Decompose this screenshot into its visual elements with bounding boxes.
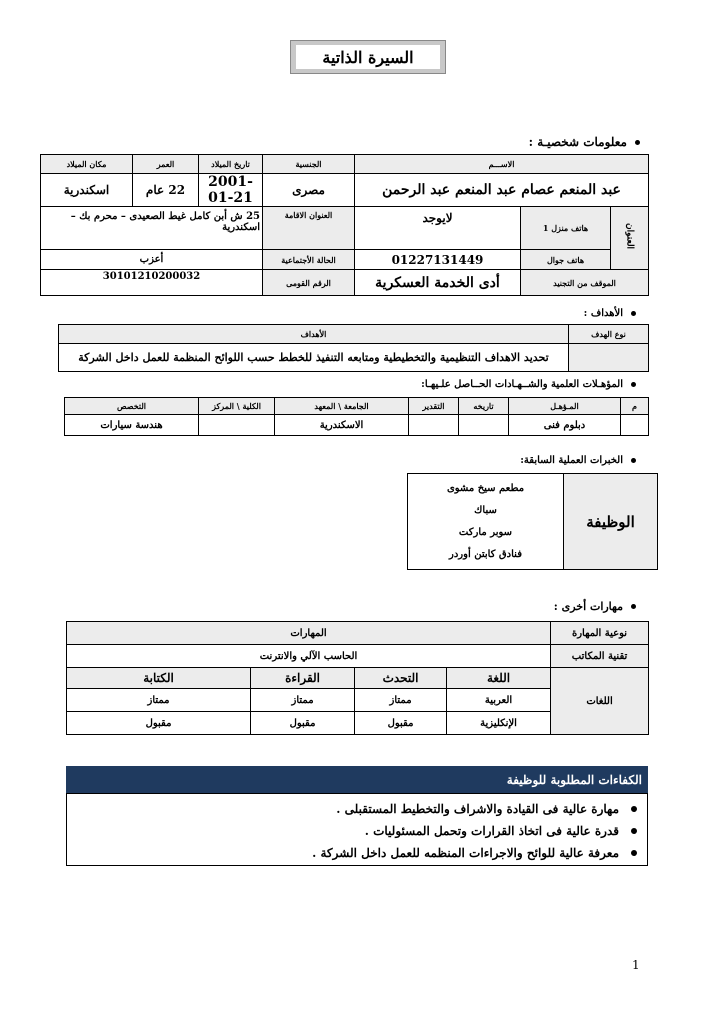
bullet-icon (631, 311, 636, 316)
section-personal-heading (529, 134, 640, 150)
pob-value: اسكندرية (41, 174, 133, 207)
header-language: اللغة (447, 668, 551, 689)
writing-level: مقبول (67, 712, 251, 735)
header-pob: مكان الميلاد (41, 155, 133, 174)
job-list (408, 474, 564, 570)
bullet-icon (635, 140, 640, 145)
title-frame (290, 40, 446, 74)
bullet-icon (631, 850, 637, 856)
section-heading-text: المؤهـلات العلمية والشــهـادات الحــاصل علـيهـا: (421, 378, 623, 390)
header-grade: التقدير (409, 398, 459, 415)
header-address: العنوان الاقامة (263, 207, 355, 250)
skills-table (66, 621, 649, 735)
goal-value: تحديد الاهداف التنظيمية والتخطيطية ومتابعه التنفيذ للخطط حسب اللوائح المنظمة للعمل داخل الشركة (59, 344, 569, 372)
job-item: سباك (474, 504, 497, 516)
header-num: م (621, 398, 649, 415)
header-university: الجامعة \ المعهد (275, 398, 409, 415)
bullet-icon (631, 604, 636, 609)
age-value: 22 عام (133, 174, 199, 207)
header-faculty: الكلية \ المركز (199, 398, 275, 415)
header-home-phone: هاتف منزل 1 (521, 207, 611, 250)
education-table (64, 397, 649, 436)
job-item: سوبر ماركت (458, 526, 513, 538)
bullet-icon (631, 382, 636, 387)
header-languages: اللغات (551, 668, 649, 735)
nationality-value: مصرى (263, 174, 355, 207)
job-label: الوظيفة (564, 474, 658, 570)
job-item: فنادق كابتن أوردر (449, 548, 522, 560)
reading-level: مقبول (251, 712, 355, 735)
personal-info-table (40, 154, 649, 296)
header-name: الاســـم (355, 155, 649, 174)
competencies-list (66, 793, 648, 866)
competency-item (67, 820, 637, 842)
mobile-value: 01227131449 (355, 250, 521, 270)
date-cell (459, 415, 509, 436)
reading-level: ممتاز (251, 689, 355, 712)
header-date: تاريخه (459, 398, 509, 415)
writing-level: ممتاز (67, 689, 251, 712)
header-nationality: الجنسية (263, 155, 355, 174)
address-value: 25 ش أبن كامل غيط الصعيدى – محرم بك – اسكندرية (41, 207, 263, 250)
section-education-heading (421, 377, 636, 391)
header-military: الموقف من التجنيد (521, 270, 649, 296)
header-skill-type: نوعية المهارة (551, 622, 649, 645)
home-phone-value: لايوجد (355, 207, 521, 250)
header-marital: الحالة الأجتماعية (263, 250, 355, 270)
header-qualification: المـؤهـل (509, 398, 621, 415)
header-writing: الكتابة (67, 668, 251, 689)
speaking-level: ممتاز (355, 689, 447, 712)
experience-table (407, 473, 658, 570)
marital-value: أعزب (41, 250, 263, 270)
section-heading-text: مهارات أخرى : (553, 599, 623, 613)
military-value: أدى الخدمة العسكرية (355, 270, 521, 296)
bullet-icon (631, 458, 636, 463)
num-cell (621, 415, 649, 436)
header-national-id: الرقم القومى (263, 270, 355, 296)
speaking-level: مقبول (355, 712, 447, 735)
competency-item (67, 798, 637, 820)
competency-text: مهارة عالية فى القيادة والاشراف والتخطيط المستقبلى . (336, 802, 619, 816)
header-dob: تاريخ الميلاد (199, 155, 263, 174)
competency-text: قدرة عالية فى اتخاذ القرارات وتحمل المسئوليات . (364, 824, 619, 838)
page-title: السيرة الذاتية (296, 45, 440, 69)
university-value: الاسكندرية (275, 415, 409, 436)
competencies-heading: الكفاءات المطلوبة للوظيفة (66, 766, 648, 793)
header-office: تقنية المكاتب (551, 645, 649, 668)
section-goals-heading (584, 306, 636, 320)
faculty-cell (199, 415, 275, 436)
bullet-icon (631, 828, 637, 834)
header-age: العمر (133, 155, 199, 174)
language-name: الإنكليزية (447, 712, 551, 735)
competency-text: معرفة عالية للوائح والاجراءات المنظمه للعمل داخل الشركة . (312, 846, 619, 860)
bullet-icon (631, 806, 637, 812)
goal-type-cell (569, 344, 649, 372)
qualification-value: دبلوم فنى (509, 415, 621, 436)
competency-item (67, 842, 637, 864)
dob-value: 2001-01-21 (199, 174, 263, 207)
header-reading: القراءة (251, 668, 355, 689)
goals-table (58, 324, 649, 372)
major-value: هندسة سيارات (65, 415, 199, 436)
page-number: 1 (632, 958, 640, 972)
header-skills: المهارات (67, 622, 551, 645)
header-goal-type: نوع الهدف (569, 325, 649, 344)
grade-cell (409, 415, 459, 436)
section-experience-heading (520, 453, 636, 467)
header-mobile: هاتف جوال (521, 250, 611, 270)
office-value: الحاسب الآلي والانترنت (67, 645, 551, 668)
header-goals: الأهداف (59, 325, 569, 344)
language-name: العربية (447, 689, 551, 712)
section-heading-text: معلومات شخصيـة : (528, 135, 627, 149)
address-group-label (611, 207, 649, 270)
section-heading-text: الخبرات العملية السابقة: (520, 454, 623, 466)
name-value: عبد المنعم عصام عبد المنعم عبد الرحمن (355, 174, 649, 207)
national-id-value: 30101210200032 (41, 270, 263, 296)
header-speaking: التحدث (355, 668, 447, 689)
job-item: مطعم سيخ مشوى (446, 482, 525, 494)
section-skills-heading (554, 598, 636, 614)
header-major: التخصص (65, 398, 199, 415)
address-group-text: العنوان (624, 222, 635, 250)
section-heading-text: الأهداف : (583, 307, 623, 319)
